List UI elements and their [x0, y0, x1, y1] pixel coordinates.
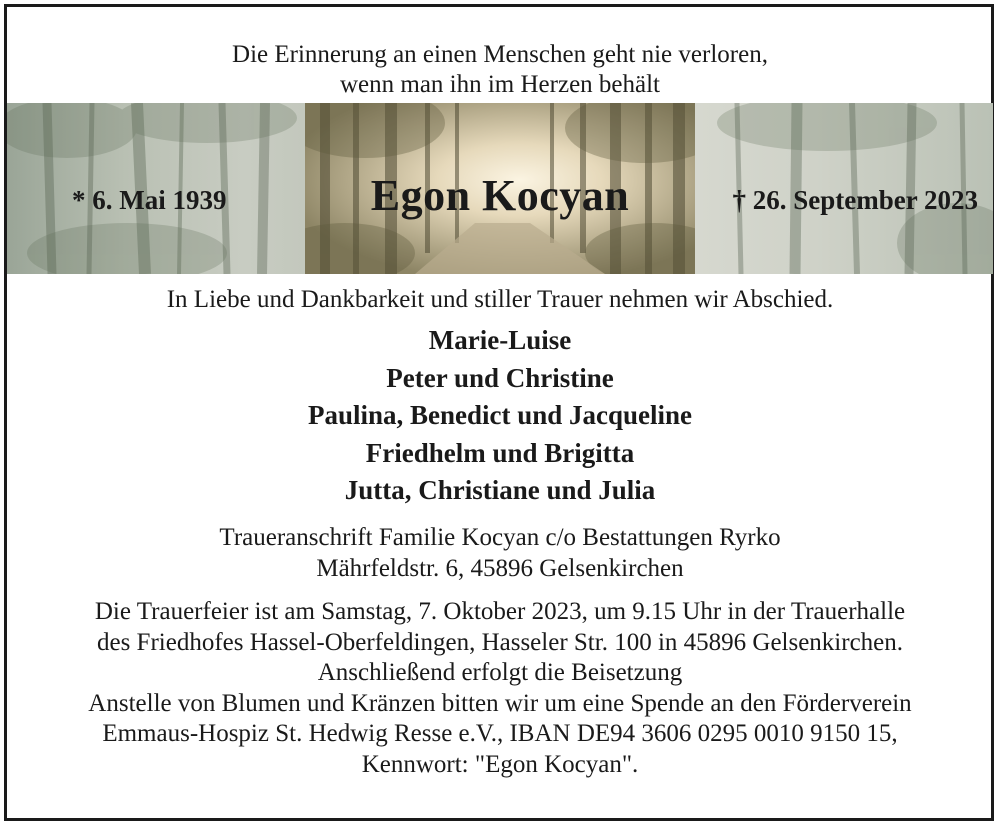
- service-line: Anschließend erfolgt die Beisetzung: [317, 659, 683, 686]
- address-line: Traueranschrift Familie Kocyan c/o Bestattungen Ryrko: [219, 524, 781, 551]
- service-details: [0, 597, 1000, 780]
- mourners-list: [0, 322, 1000, 510]
- motto-line: Die Erinnerung an einen Menschen geht nie verloren,: [232, 41, 768, 68]
- service-line: Anstelle von Blumen und Kränzen bitten wir um eine Spende an den Förderverein: [88, 689, 912, 717]
- death-date: † 26. September 2023: [732, 185, 978, 215]
- farewell-intro: In Liebe und Dankbarkeit und stiller Trauer nehmen wir Abschied.: [166, 286, 834, 313]
- mourning-address: [0, 522, 1000, 584]
- service-line: des Friedhofes Hassel-Oberfeldingen, Hasseler Str. 100 in 45896 Gelsenkirchen.: [96, 628, 904, 656]
- mourner-name: Paulina, Benedict und Jacqueline: [307, 400, 693, 430]
- mourner-name: Peter und Christine: [386, 362, 614, 393]
- birth-date: * 6. Mai 1939: [72, 185, 227, 215]
- service-line: Emmaus-Hospiz St. Hedwig Resse e.V., IBAN DE94 3606 0295 0010 9150 15,: [102, 720, 898, 747]
- deceased-name: Egon Kocyan: [370, 171, 630, 220]
- motto: [0, 40, 1000, 100]
- service-line: Die Trauerfeier ist am Samstag, 7. Oktober 2023, um 9.15 Uhr in der Trauerhalle: [94, 598, 906, 625]
- service-line: Kennwort: "Egon Kocyan".: [361, 750, 639, 778]
- mourner-name: Marie-Luise: [428, 325, 572, 355]
- motto-line: wenn man ihn im Herzen behält: [339, 71, 661, 98]
- address-line: Mährfeldstr. 6, 45896 Gelsenkirchen: [316, 555, 684, 582]
- mourner-name: Jutta, Christiane und Julia: [344, 475, 656, 505]
- mourner-name: Friedhelm und Brigitta: [365, 437, 635, 468]
